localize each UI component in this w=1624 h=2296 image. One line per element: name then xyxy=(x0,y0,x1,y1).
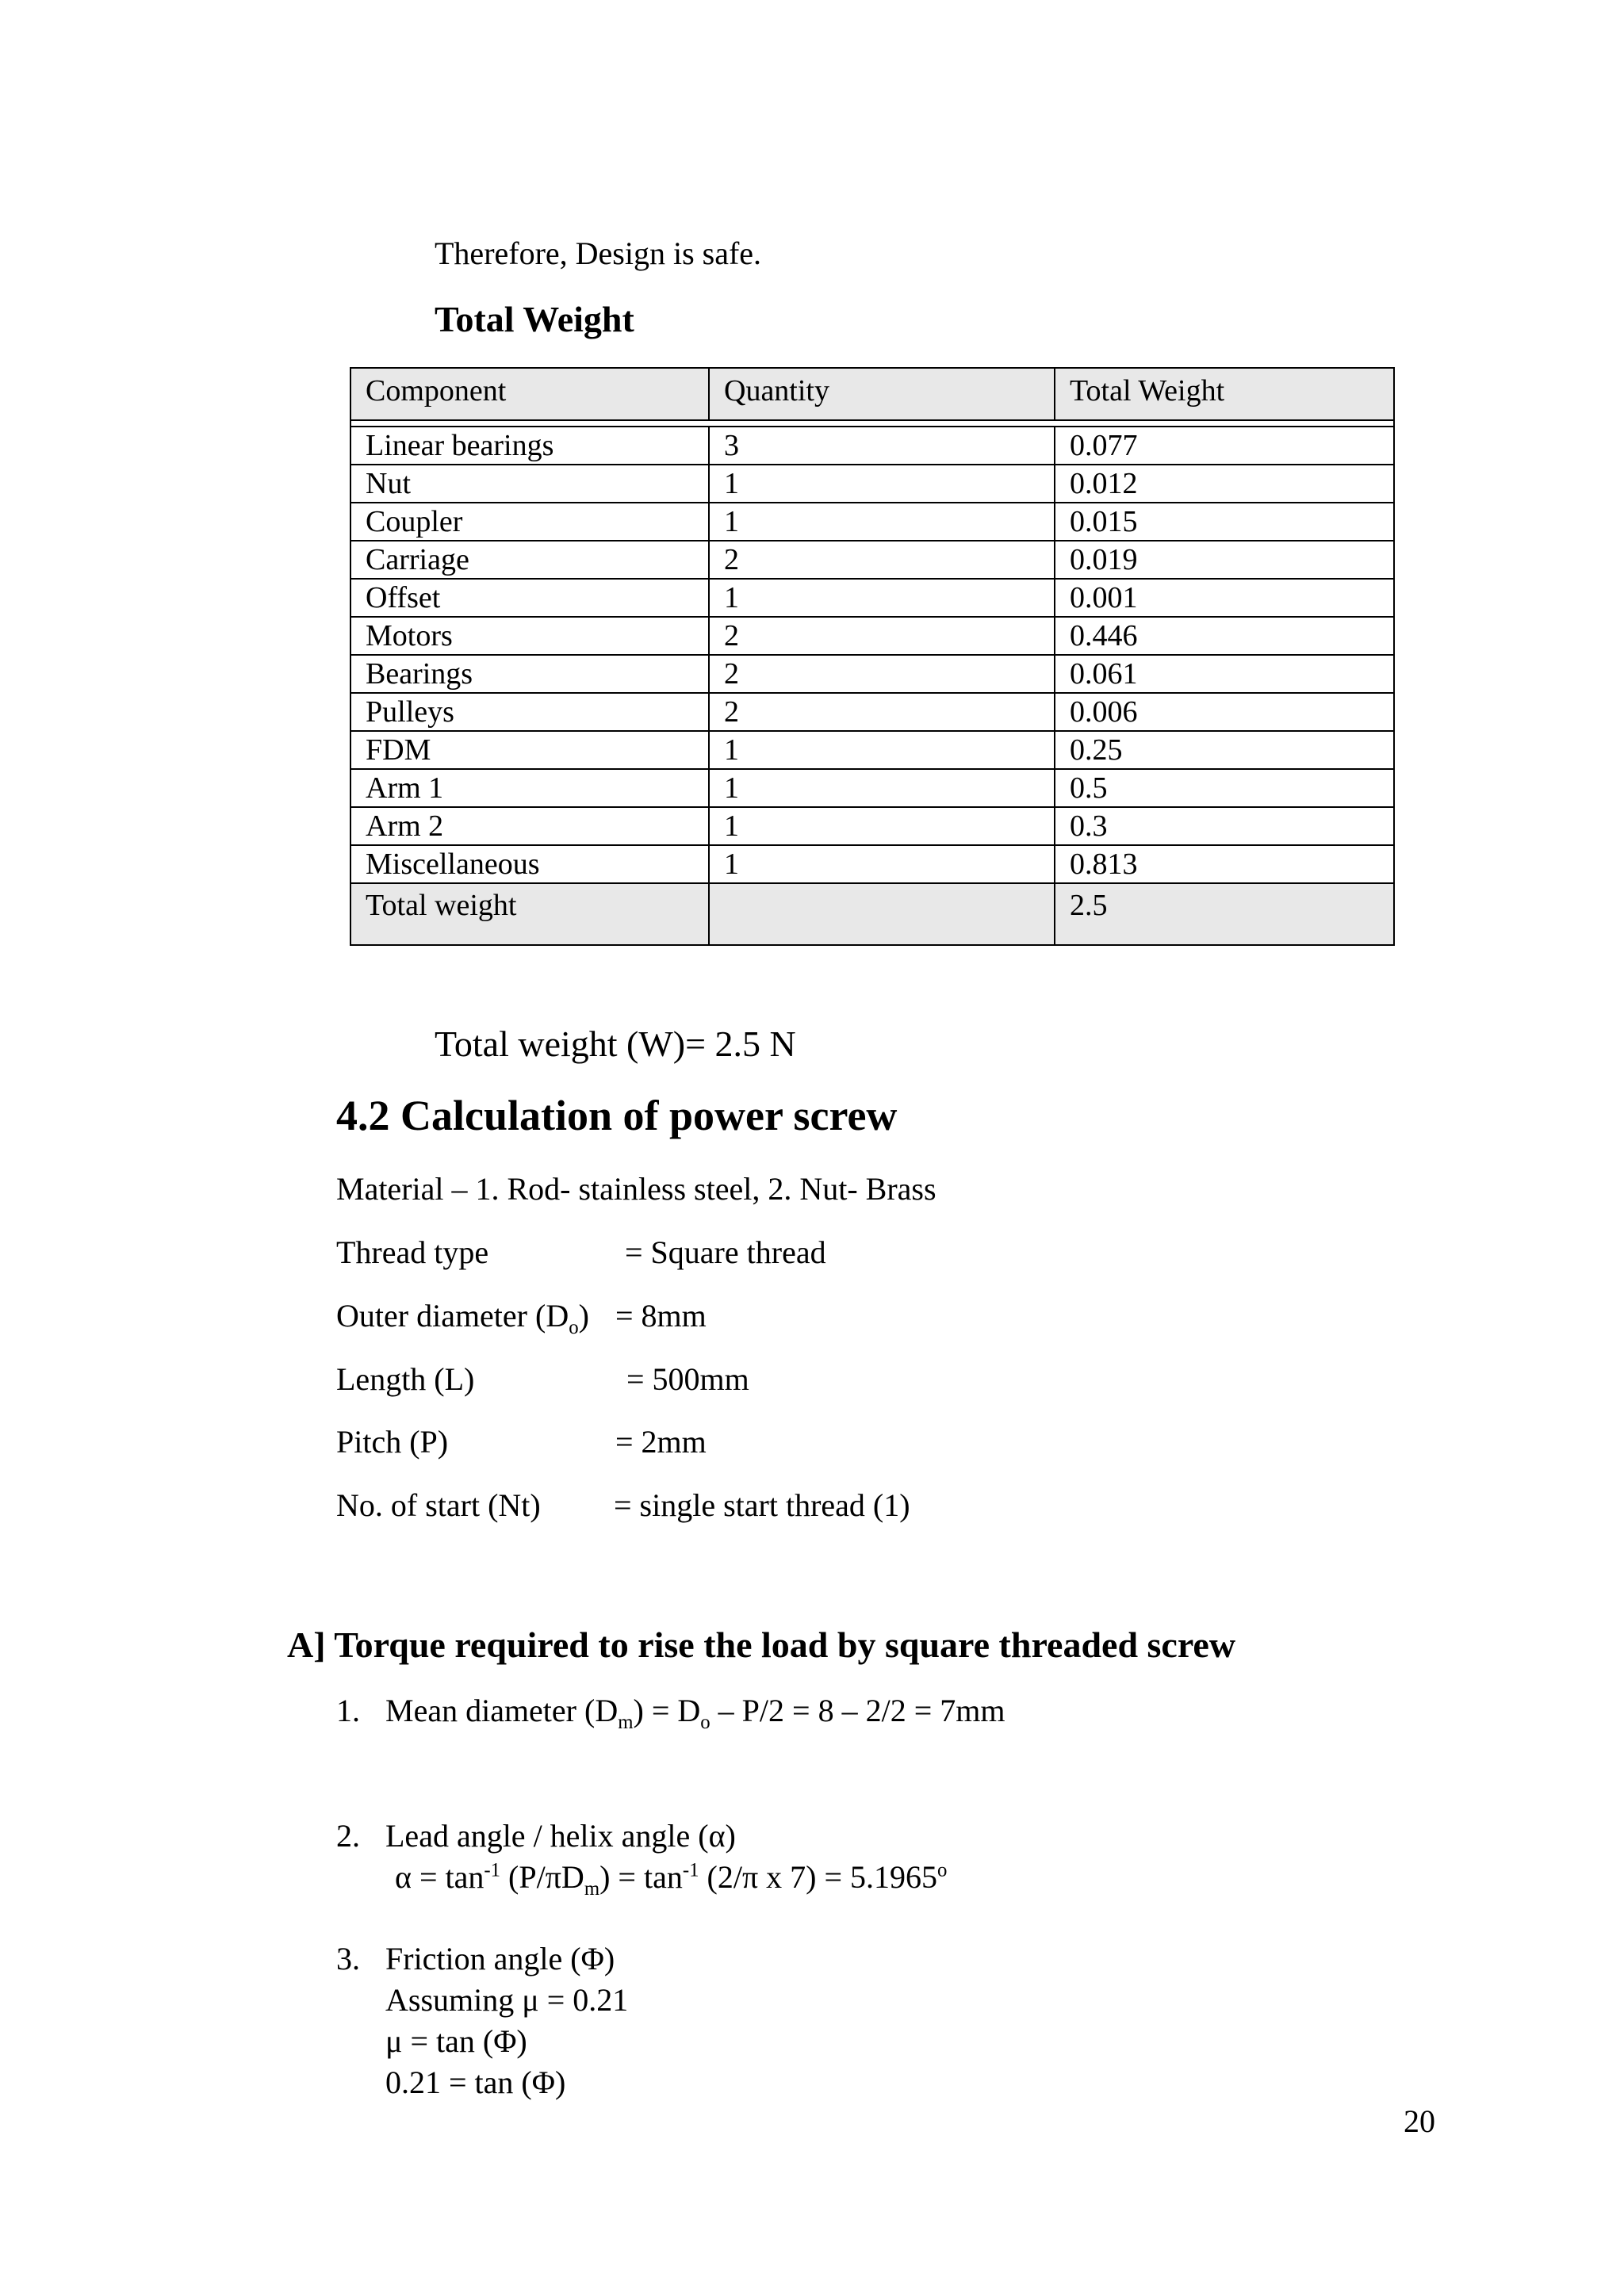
cell-component: Bearings xyxy=(350,655,709,693)
cell-weight: 0.006 xyxy=(1055,693,1394,731)
table-row xyxy=(350,845,1394,883)
header-total-weight: Total Weight xyxy=(1055,368,1394,420)
cell-component: FDM xyxy=(350,731,709,769)
cell-component: Arm 2 xyxy=(350,807,709,845)
cell-component: Linear bearings xyxy=(350,427,709,465)
cell-component: Coupler xyxy=(350,503,709,541)
cell-quantity: 2 xyxy=(709,617,1055,655)
table-row xyxy=(350,579,1394,617)
table-row xyxy=(350,807,1394,845)
table-row xyxy=(350,617,1394,655)
cell-quantity: 1 xyxy=(709,465,1055,503)
weight-heading: Total Weight xyxy=(435,299,634,339)
spec-outer-diameter-label: Outer diameter $(D_o)$ xyxy=(336,1298,589,1338)
cell-quantity: 3 xyxy=(709,427,1055,465)
list-item-friction-angle: 3. Friction angle (Φ) xyxy=(336,1941,615,1976)
cell-component: Nut xyxy=(350,465,709,503)
cell-quantity: 2 xyxy=(709,693,1055,731)
friction-line-2: μ = tan (Φ) xyxy=(385,2023,527,2059)
cell-weight: 0.5 xyxy=(1055,769,1394,807)
cell-component: Motors xyxy=(350,617,709,655)
friction-line-3: 0.21 = tan (Φ) xyxy=(385,2064,566,2100)
table-row xyxy=(350,769,1394,807)
cell-weight: 0.446 xyxy=(1055,617,1394,655)
cell-component: Offset xyxy=(350,579,709,617)
cell-quantity: 1 xyxy=(709,579,1055,617)
list-item-mean-diameter: 1. Mean diameter $(D_m) = D_o - P/2 = 8 - 2/2 = 7mm$ xyxy=(336,1693,1005,1733)
cell-weight: 0.813 xyxy=(1055,845,1394,883)
cell-quantity: 1 xyxy=(709,807,1055,845)
material-line: Material – 1. Rod- stainless steel, 2. Nut- Brass xyxy=(336,1171,936,1207)
table-row xyxy=(350,731,1394,769)
cell-quantity: 1 xyxy=(709,769,1055,807)
total-label: Total weight xyxy=(350,883,709,945)
spec-thread-label: Thread type xyxy=(336,1234,489,1270)
spec-pitch-value: = 2mm xyxy=(615,1424,707,1460)
spec-starts-value: = single start thread (1) xyxy=(614,1487,910,1523)
list-item-lead-angle: 2. Lead angle / helix angle (α) xyxy=(336,1818,736,1854)
cell-quantity: 1 xyxy=(709,845,1055,883)
cell-component: Pulleys xyxy=(350,693,709,731)
cell-weight: 0.077 xyxy=(1055,427,1394,465)
cell-quantity: 2 xyxy=(709,541,1055,579)
cell-weight: 0.3 xyxy=(1055,807,1394,845)
table-header-row xyxy=(350,368,1394,420)
cell-weight: 0.012 xyxy=(1055,465,1394,503)
table-row xyxy=(350,427,1394,465)
torque-heading: A] Torque required to rise the load by square threaded screw xyxy=(287,1624,1236,1665)
header-component: Component xyxy=(350,368,709,420)
page-number: 20 xyxy=(1404,2103,1435,2139)
friction-line-1: Assuming μ = 0.21 xyxy=(385,1982,629,2018)
cell-component: Miscellaneous xyxy=(350,845,709,883)
conclusion-text: Therefore, Design is safe. xyxy=(435,235,762,271)
spec-outer-diameter-value: = 8mm xyxy=(615,1298,707,1334)
cell-weight: 0.015 xyxy=(1055,503,1394,541)
cell-quantity: 1 xyxy=(709,731,1055,769)
spec-starts-label: No. of start (Nt) xyxy=(336,1487,541,1523)
spec-length-value: = 500mm xyxy=(626,1361,749,1397)
table-row xyxy=(350,541,1394,579)
cell-weight: 0.25 xyxy=(1055,731,1394,769)
table-row xyxy=(350,465,1394,503)
cell-quantity: 2 xyxy=(709,655,1055,693)
section-heading-power-screw: 4.2 Calculation of power screw xyxy=(336,1092,898,1139)
table-row xyxy=(350,503,1394,541)
cell-weight: 0.001 xyxy=(1055,579,1394,617)
spec-pitch-label: Pitch (P) xyxy=(336,1424,449,1460)
total-weight-statement: Total weight (W)= 2.5 N xyxy=(435,1024,796,1064)
table-total-row xyxy=(350,883,1394,945)
cell-weight: 0.061 xyxy=(1055,655,1394,693)
cell-component: Arm 1 xyxy=(350,769,709,807)
spec-length-label: Length (L) xyxy=(336,1361,475,1397)
total-value: 2.5 xyxy=(1055,883,1394,945)
cell-weight: 0.019 xyxy=(1055,541,1394,579)
header-quantity: Quantity xyxy=(709,368,1055,420)
total-quantity xyxy=(709,883,1055,945)
table-row xyxy=(350,655,1394,693)
cell-component: Carriage xyxy=(350,541,709,579)
spec-thread-value: = Square thread xyxy=(625,1234,826,1270)
weight-table xyxy=(350,367,1395,946)
table-row xyxy=(350,693,1394,731)
cell-quantity: 1 xyxy=(709,503,1055,541)
lead-angle-equation: $\alpha = \tan^{-1} (P/\pi D_m) = \tan^{-1} (2/\pi$ x $7) = 5.1965^o$ xyxy=(395,1859,948,1900)
